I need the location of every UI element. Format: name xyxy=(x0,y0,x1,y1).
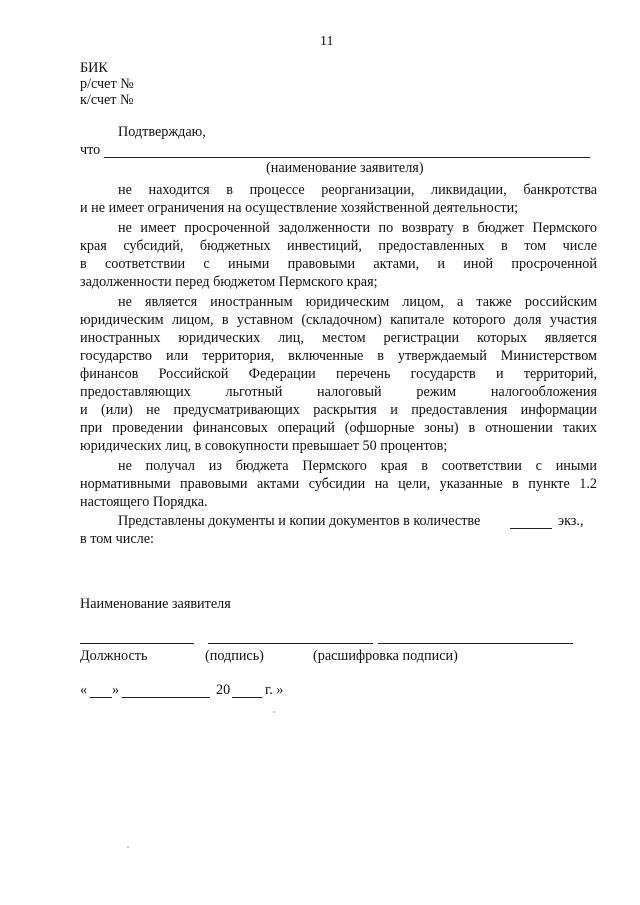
clause-4-line-3: настоящего Порядка. xyxy=(80,494,208,510)
documents-count-field[interactable] xyxy=(510,528,552,529)
clause-1-line-2: и не имеет ограничения на осуществление хозяйственной деятельности; xyxy=(80,200,519,216)
clause-3-line-7: и (или) не предусматривающих раскрытия и предоставления информации xyxy=(80,402,597,418)
clause-3-line-4: государство или территория, включенные в утверждаемый Министерством xyxy=(80,348,597,364)
clause-2-line-1: не имеет просроченной задолженности по возврату в бюджет Пермского xyxy=(118,220,597,236)
page-number: 11 xyxy=(320,34,334,49)
clause-1-line-1: не находится в процессе реорганизации, ликвидации, банкротства xyxy=(118,182,597,198)
date-open-quote: « xyxy=(80,682,88,698)
date-year-field[interactable] xyxy=(232,697,262,698)
date-year-suffix: г. » xyxy=(265,682,284,698)
clause-4-line-2: нормативными правовыми актами субсидии на цели, указанные в пункте 1.2 xyxy=(80,476,597,492)
correspondent-account-label: к/счет № xyxy=(80,92,134,108)
bik-label: БИК xyxy=(80,60,108,76)
documents-unit: экз., xyxy=(558,513,584,529)
clause-3-line-3: иностранных юридических лиц, местом регистрации которых является xyxy=(80,330,597,346)
date-day-field[interactable] xyxy=(90,697,112,698)
confirm-heading: Подтверждаю, xyxy=(118,124,206,140)
scan-speck xyxy=(127,846,129,848)
settlement-account-label: р/счет № xyxy=(80,76,134,92)
clause-4-line-1: не получал из бюджета Пермского края в соответствии с иными xyxy=(118,458,597,474)
signature-decoding-field[interactable] xyxy=(378,643,573,644)
scan-speck xyxy=(273,711,275,713)
clause-3-line-8: при проведении финансовых операций (офшорные зоны) в отношении таких xyxy=(80,420,597,436)
clause-3-line-5: финансов Российской Федерации перечень государств и территорий, xyxy=(80,366,597,382)
clause-3-line-1: не является иностранным юридическим лицом, а также российским xyxy=(118,294,597,310)
position-label: Должность xyxy=(80,648,148,664)
clause-2-line-3: в соответствии с иными правовыми актами, и иной просроченной xyxy=(80,256,597,272)
clause-3-line-2: юридическим лицом, в уставном (складочном) капитале которого доля участия xyxy=(80,312,597,328)
clause-2-line-2: края субсидий, бюджетных инвестиций, предоставленных в том числе xyxy=(80,238,597,254)
that-label: что xyxy=(80,142,101,158)
signature-decoding-label: (расшифровка подписи) xyxy=(313,648,458,664)
clause-3-line-9: юридических лиц, в совокупности превышает 50 процентов; xyxy=(80,438,448,454)
signature-field[interactable] xyxy=(208,643,373,644)
documents-count-text: Представлены документы и копии документов в количестве xyxy=(118,513,481,529)
applicant-name-label: Наименование заявителя xyxy=(80,596,231,612)
date-century: 20 xyxy=(216,682,231,698)
documents-including: в том числе: xyxy=(80,531,154,547)
applicant-caption: (наименование заявителя) xyxy=(266,160,424,176)
date-month-field[interactable] xyxy=(122,697,210,698)
signature-label: (подпись) xyxy=(205,648,264,664)
position-field[interactable] xyxy=(80,643,194,644)
clause-2-line-4: задолженности перед бюджетом Пермского края; xyxy=(80,274,378,290)
clause-3-line-6: предоставляющих льготный налоговый режим налогообложения xyxy=(80,384,597,400)
applicant-name-field[interactable] xyxy=(104,157,590,158)
date-close-quote: » xyxy=(112,682,120,698)
